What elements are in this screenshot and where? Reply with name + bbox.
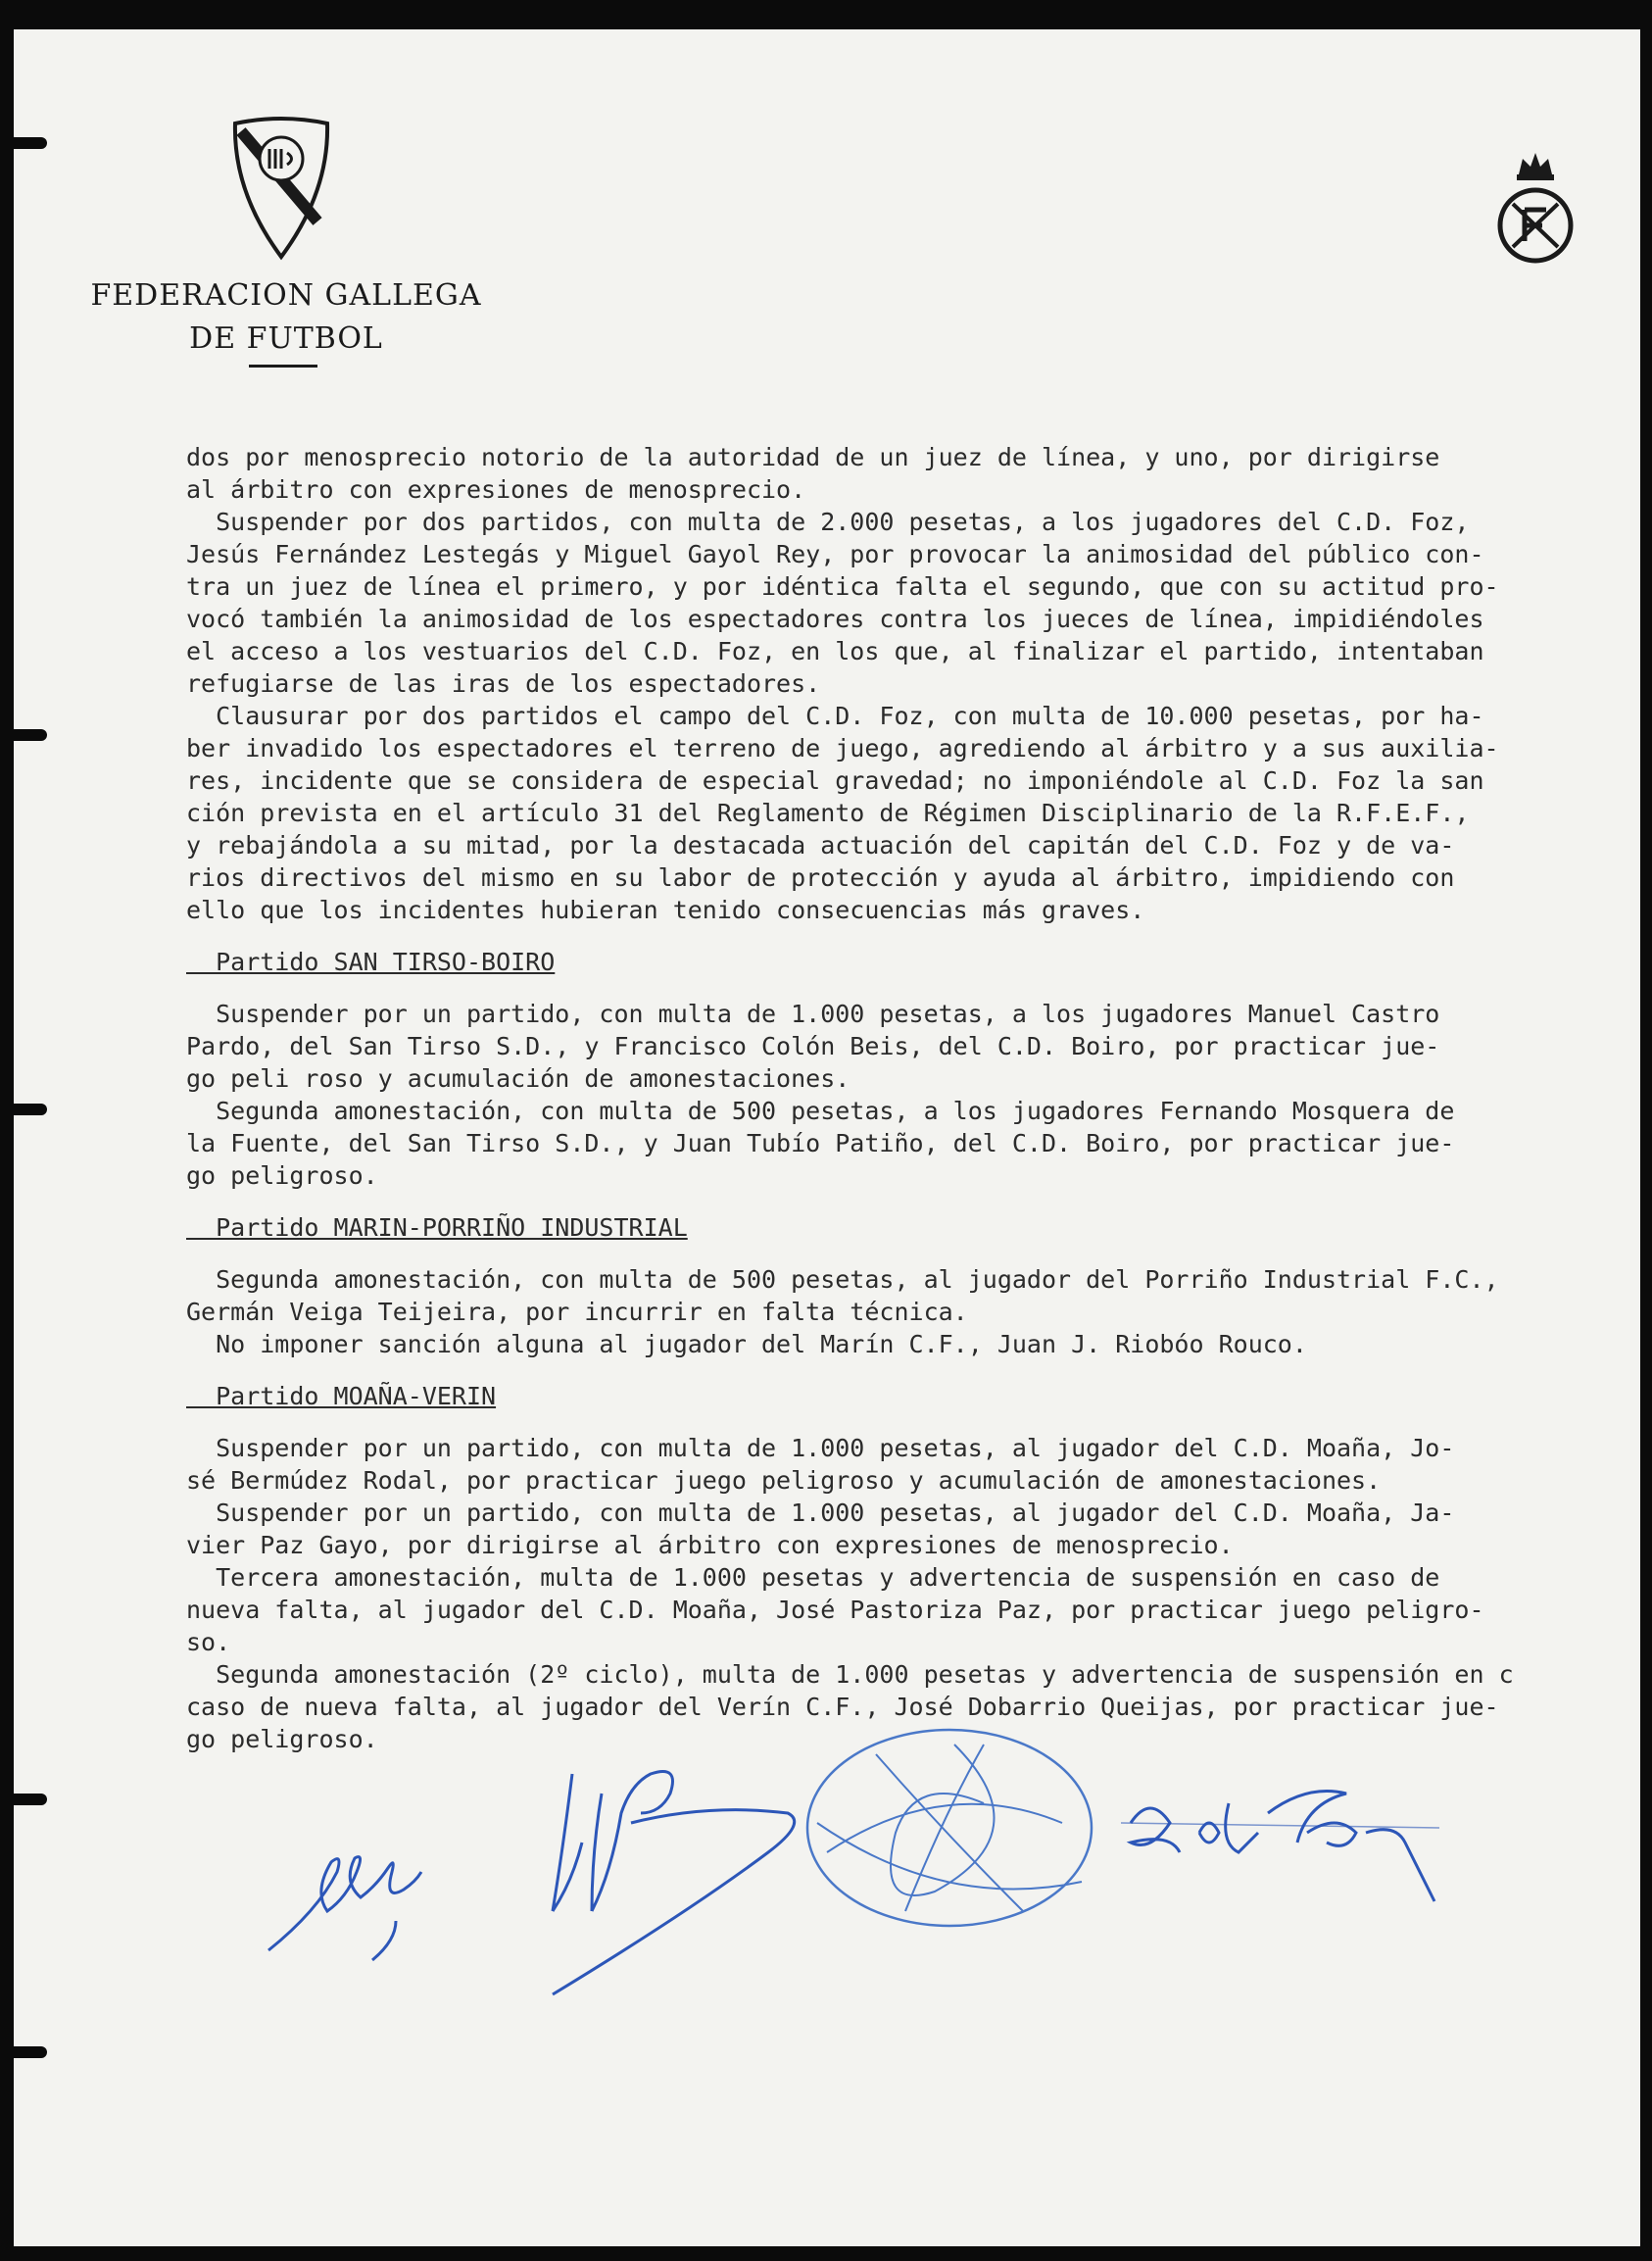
- text-line: ción prevista en el artículo 31 del Reglamento de Régimen Disciplinario de la R.F.E.F.,: [186, 799, 1470, 827]
- punch-hole-mark: [14, 2046, 47, 2058]
- text-line: al árbitro con expresiones de menosprecio.: [186, 475, 806, 504]
- text-line: la Fuente, del San Tirso S.D., y Juan Tubío Patiño, del C.D. Boiro, por practicar jue-: [186, 1129, 1455, 1157]
- organization-name-line-1: FEDERACION GALLEGA: [90, 278, 482, 313]
- rfef-crowned-crest-icon: [1491, 135, 1579, 282]
- section-gap: [186, 1244, 1636, 1263]
- text-line: rios directivos del mismo en su labor de protección y ayuda al árbitro, impidiendo con: [186, 863, 1455, 892]
- text-line: go peligroso.: [186, 1161, 378, 1190]
- section-gap: [186, 978, 1636, 998]
- text-line: el acceso a los vestuarios del C.D. Foz, en los que, al finalizar el partido, intentaban: [186, 637, 1484, 665]
- organization-name-line-2: DE FUTBOL: [189, 321, 383, 356]
- federacion-gallega-shield-icon: [227, 114, 335, 261]
- text-line: y rebajándola a su mitad, por la destacada actuación del capitán del C.D. Foz y de va-: [186, 831, 1455, 860]
- text-line: sé Bermúdez Rodal, por practicar juego peligroso y acumulación de amonestaciones.: [186, 1466, 1382, 1495]
- match-heading: Partido MARIN-PORRIÑO INDUSTRIAL: [186, 1213, 688, 1242]
- text-line: Segunda amonestación, con multa de 500 pesetas, a los jugadores Fernando Mosquera de: [186, 1097, 1455, 1125]
- document-page: [14, 29, 1640, 2246]
- signature-3-icon: [788, 1715, 1111, 1941]
- text-line: go peli roso y acumulación de amonestaciones.: [186, 1064, 850, 1093]
- punch-hole-mark: [14, 137, 47, 149]
- text-line: Suspender por un partido, con multa de 1.000 pesetas, al jugador del C.D. Moaña, Jo-: [186, 1434, 1455, 1462]
- section-gap: [186, 1412, 1636, 1432]
- text-line: Jesús Fernández Lestegás y Miguel Gayol Rey, por provocar la animosidad del público con-: [186, 540, 1484, 568]
- text-line: Suspender por dos partidos, con multa de 2.000 pesetas, a los jugadores del C.D. Foz,: [186, 508, 1470, 536]
- text-line: nueva falta, al jugador del C.D. Moaña, José Pastoriza Paz, por practicar juego peligro-: [186, 1596, 1484, 1624]
- text-line: Germán Veiga Teijeira, por incurrir en falta técnica.: [186, 1298, 968, 1326]
- resolution-body-text: [186, 441, 1636, 1755]
- signature-1-icon: [249, 1803, 445, 1970]
- text-line: go peligroso.: [186, 1725, 378, 1753]
- section-gap: [186, 1192, 1636, 1211]
- punch-hole-mark: [14, 1104, 47, 1115]
- punch-hole-mark: [14, 729, 47, 741]
- signature-2-icon: [513, 1735, 827, 2009]
- signature-4-icon: [1111, 1764, 1444, 1950]
- text-line: caso de nueva falta, al jugador del Verín C.F., José Dobarrio Queijas, por practicar jue-: [186, 1693, 1499, 1721]
- organization-name-underline: [249, 365, 317, 368]
- organization-name: [80, 274, 492, 361]
- text-line: tra un juez de línea el primero, y por idéntica falta el segundo, que con su actitud pro-: [186, 572, 1499, 601]
- section-gap: [186, 1360, 1636, 1380]
- text-line: res, incidente que se considera de especial gravedad; no imponiéndole al C.D. Foz la san: [186, 766, 1484, 795]
- match-heading: Partido MOAÑA-VERIN: [186, 1382, 497, 1410]
- text-line: No imponer sanción alguna al jugador del Marín C.F., Juan J. Riobóo Rouco.: [186, 1330, 1307, 1358]
- text-line: so.: [186, 1628, 231, 1656]
- text-line: Suspender por un partido, con multa de 1.000 pesetas, al jugador del C.D. Moaña, Ja-: [186, 1499, 1455, 1527]
- text-line: Clausurar por dos partidos el campo del C.D. Foz, con multa de 10.000 pesetas, por ha-: [186, 702, 1484, 730]
- text-line: Suspender por un partido, con multa de 1.000 pesetas, a los jugadores Manuel Castro: [186, 1000, 1440, 1028]
- text-line: dos por menosprecio notorio de la autoridad de un juez de línea, y uno, por dirigirse: [186, 443, 1440, 471]
- text-line: ber invadido los espectadores el terreno de juego, agrediendo al árbitro y a sus auxilia-: [186, 734, 1499, 762]
- text-line: vocó también la animosidad de los espectadores contra los jueces de línea, impidiéndoles: [186, 605, 1484, 633]
- text-line: vier Paz Gayo, por dirigirse al árbitro con expresiones de menosprecio.: [186, 1531, 1234, 1559]
- text-line: refugiarse de las iras de los espectadores.: [186, 669, 821, 698]
- punch-hole-mark: [14, 1794, 47, 1805]
- match-heading: Partido SAN TIRSO-BOIRO: [186, 948, 556, 976]
- section-gap: [186, 926, 1636, 946]
- text-line: Tercera amonestación, multa de 1.000 pesetas y advertencia de suspensión en caso de: [186, 1563, 1440, 1592]
- text-line: Pardo, del San Tirso S.D., y Francisco Colón Beis, del C.D. Boiro, por practicar jue-: [186, 1032, 1440, 1060]
- text-line: ello que los incidentes hubieran tenido consecuencias más graves.: [186, 896, 1145, 924]
- text-line: Segunda amonestación (2º ciclo), multa de 1.000 pesetas y advertencia de suspensión en c: [186, 1660, 1514, 1689]
- text-line: Segunda amonestación, con multa de 500 pesetas, al jugador del Porriño Industrial F.C.,: [186, 1265, 1499, 1294]
